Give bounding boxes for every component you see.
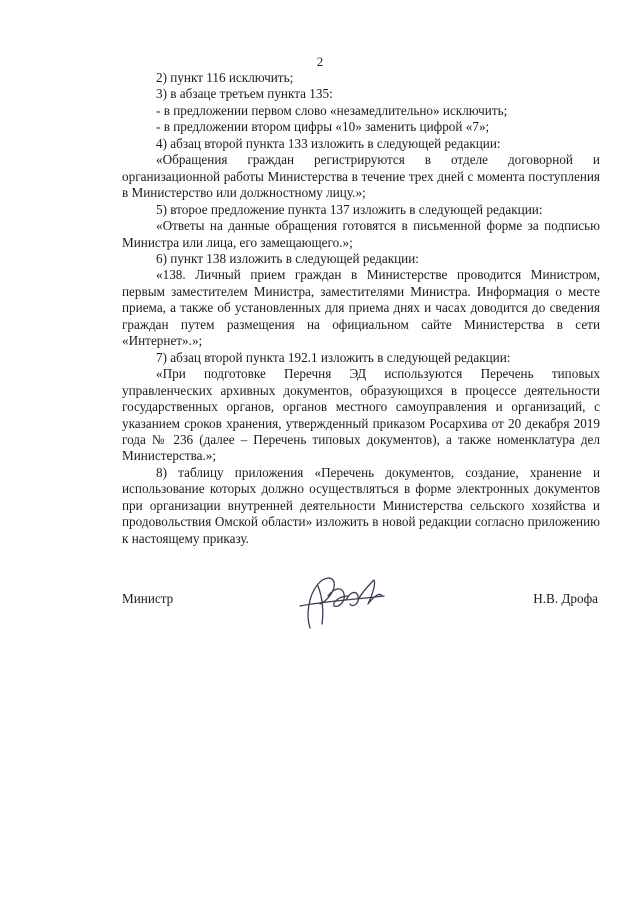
- paragraph-item-2: 2) пункт 116 исключить;: [156, 70, 294, 85]
- signatory-name: Н.В. Дрофа: [533, 591, 598, 606]
- paragraph-item-3-sub-1: - в предложении первом слово «незамедлительно» исключить;: [156, 102, 508, 118]
- paragraph-quote-192-1: «При подготовке Перечня ЭД используются Перечень типовых управленческих архивных документов, образующихся в процессе деятельности государственных органов, органов местного самоуправления и организаций, с указанием сроков хранения, утвержденный приказом Росархива от 20 декабря 2019 года № 236 (далее – Перечень типовых документов), а также номенклатура дел Министерства.»;: [122, 366, 600, 464]
- paragraph-item-3-sub-2: - в предложении втором цифры «10» заменить цифрой «7»;: [156, 119, 490, 135]
- paragraph-item-6: 6) пункт 138 изложить в следующей редакции:: [156, 250, 419, 266]
- handwritten-signature: [288, 566, 408, 636]
- paragraph-quote-138: «138. Личный прием граждан в Министерстве проводится Министром, первым заместителем Министра, заместителями Министра. Информация о месте приема, а также об установленных для приема днях и часах доводится до сведения граждан путем размещения на официальном сайте Министерства в сети «Интернет».»;: [122, 267, 600, 349]
- paragraph-item-8: 8) таблицу приложения «Перечень документов, создание, хранение и использование которых должно осуществляться в форме электронных документов при организации внутренней деятельности Министерства сельского хозяйства и продовольствия Омской области» изложить в новой редакции согласно приложению к настоящему приказу.: [122, 464, 600, 546]
- paragraph-quote-137: «Ответы на данные обращения готовятся в письменной форме за подписью Министра или лица, его замещающего.»;: [122, 218, 600, 250]
- paragraph-item-4: 4) абзац второй пункта 133 изложить в следующей редакции:: [156, 135, 501, 151]
- document-body: [122, 70, 600, 547]
- paragraph-quote-133: «Обращения граждан регистрируются в отделе договорной и организационной работы Министерства в течение трех дней с момента поступления в Министерство или должностному лицу.»;: [122, 152, 600, 201]
- paragraph-item-5: 5) второе предложение пункта 137 изложить в следующей редакции:: [156, 201, 543, 217]
- signatory-title: Министр: [122, 591, 174, 606]
- paragraph-item-7: 7) абзац второй пункта 192.1 изложить в следующей редакции:: [156, 349, 511, 365]
- page-number: 2: [316, 54, 324, 69]
- paragraph-item-3: 3) в абзаце третьем пункта 135:: [156, 86, 333, 102]
